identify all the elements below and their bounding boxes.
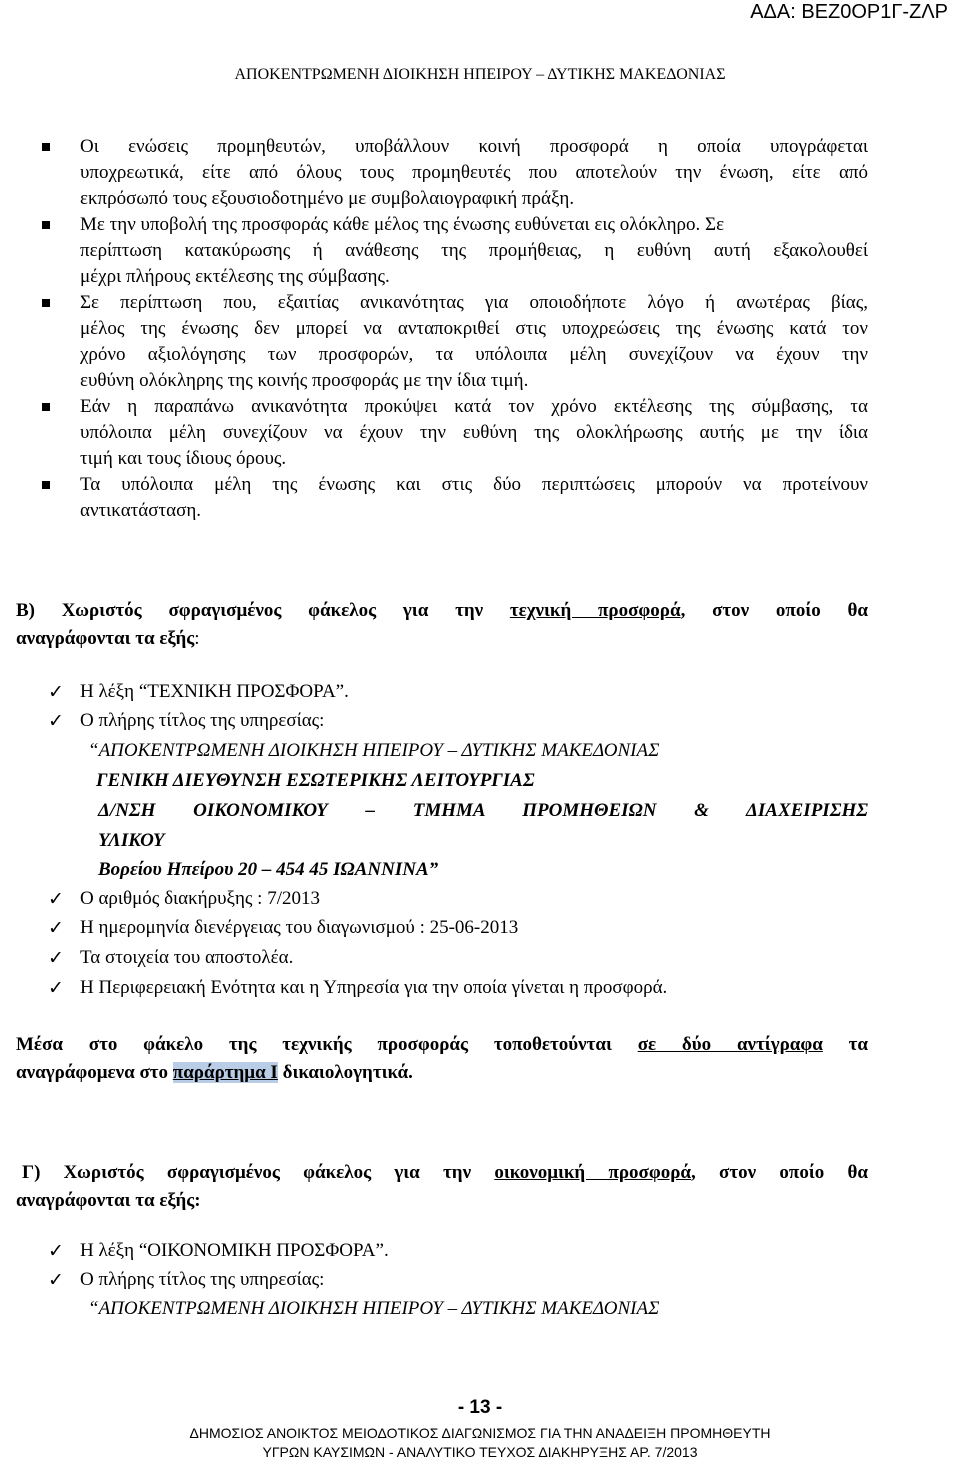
inside-l2-prefix: αναγράφομενα στο [16, 1062, 173, 1083]
bullet-1-line-1: Οι ενώσεις προμηθευτών, υποβάλλουν κοινή προσφορά η οποία υπογράφεται [80, 136, 868, 157]
check-date: Η ημερομηνία διενέργειας του διαγωνισμού : 25-06-2013 [80, 917, 519, 938]
checkmark-icon: ✓ [48, 681, 64, 703]
checkmark-icon: ✓ [48, 710, 64, 732]
checkmark-icon: ✓ [48, 977, 64, 999]
bullet-4-line-1: Εάν η παραπάνω ανικανότητα προκύψει κατά τον χρόνο εκτέλεσης της σύμβασης, τα [80, 396, 868, 417]
check-sender: Τα στοιχεία του αποστολέα. [80, 947, 294, 968]
section-b-heading-line-2 [16, 624, 200, 654]
annex-link[interactable]: παράρτημα Ι [172, 1062, 278, 1083]
section-c-underlined: οικονομική προσφορά [494, 1162, 692, 1183]
square-bullet-icon [42, 299, 50, 307]
bullet-4-line-2: υπόλοιπα μέλη συνεχίζουν να έχουν την ευθύνη της ολοκλήρωσης αυτής με την ίδια [80, 422, 868, 443]
checkmark-icon: ✓ [48, 1269, 64, 1291]
footer-line-1: ΔΗΜΟΣΙΟΣ ΑΝΟΙΚΤΟΣ ΜΕΙΟΔΟΤΙΚΟΣ ΔΙΑΓΩΝΙΣΜΟΣ ΓΙΑ ΤΗΝ ΑΝΑΔΕΙΞΗ ΠΡΟΜΗΘΕΥΤΗ [189, 1425, 771, 1441]
check-word-tech: Η λέξη “ΤΕΧΝΙΚΗ ΠΡΟΣΦΟΡΑ”. [80, 681, 349, 702]
bullet-4-line-3: τιμή και τους ίδιους όρους. [80, 448, 287, 469]
title-line-4: ΥΛΙΚΟΥ [98, 830, 165, 851]
checkmark-icon: ✓ [48, 1240, 64, 1262]
check-title-intro-c: Ο πλήρης τίτλος της υπηρεσίας: [80, 1269, 325, 1290]
square-bullet-icon [42, 221, 50, 229]
inside-l2-suffix: δικαιολογητικά. [277, 1062, 413, 1083]
check-word-economic: Η λέξη “ΟΙΚΟΝΟΜΙΚΗ ΠΡΟΣΦΟΡΑ”. [80, 1240, 389, 1261]
page-number: - 13 - [457, 1397, 503, 1418]
bullet-3-line-3: χρόνο αξιολόγησης των προσφορών, τα υπόλοιπα μέλη συνεχίζουν να έχουν την [80, 344, 868, 365]
bullet-1-line-3: εκπρόσωπό τους εξουσιοδοτημένο με συμβολαιογραφική πράξη. [80, 188, 575, 209]
square-bullet-icon [42, 481, 50, 489]
section-b-suffix: , στον οποίο θα [680, 600, 869, 621]
section-c-heading-line-1 [22, 1158, 868, 1188]
title-line-1-c: “ΑΠΟΚΕΝΤΡΩΜΕΝΗ ΔΙΟΙΚΗΣΗ ΗΠΕΙΡΟΥ – ΔΥΤΙΚΗΣ ΜΑΚΕΔΟΝΙΑΣ [88, 1298, 660, 1319]
page-header: ΑΠΟΚΕΝΤΡΩΜΕΝΗ ΔΙΟΙΚΗΣΗ ΗΠΕΙΡΟΥ – ΔΥΤΙΚΗΣ ΜΑΚΕΔΟΝΙΑΣ [234, 66, 726, 83]
section-b-line2: αναγράφονται τα εξής [16, 628, 195, 649]
section-c-heading-line-2: αναγράφονται τα εξής: [16, 1190, 201, 1211]
check-region: Η Περιφερειακή Ενότητα και η Υπηρεσία για την οποία γίνεται η προσφορά. [80, 977, 668, 998]
footer-line-2: ΥΓΡΩΝ ΚΑΥΣΙΜΩΝ - ΑΝΑΛΥΤΙΚΟ ΤΕΥΧΟΣ ΔΙΑΚΗΡΥΞΗΣ ΑΡ. 7/2013 [262, 1444, 698, 1460]
check-title-intro: Ο πλήρης τίτλος της υπηρεσίας: [80, 710, 325, 731]
title-line-2: ΓΕΝΙΚΗ ΔΙΕΥΘΥΝΣΗ ΕΣΩΤΕΡΙΚΗΣ ΛΕΙΤΟΥΡΓΙΑΣ [96, 770, 535, 791]
square-bullet-icon [42, 403, 50, 411]
bullet-3-line-4: ευθύνη ολόκληρης της κοινής προσφοράς με την ίδια τιμή. [80, 370, 529, 391]
section-b-prefix: Β) Χωριστός σφραγισμένος φάκελος για την [16, 600, 510, 621]
bullet-2-line-2: περίπτωση κατακύρωσης ή ανάθεσης της προμήθειας, η ευθύνη αυτή εξακολουθεί [80, 240, 868, 261]
bullet-1-line-2: υποχρεωτικά, είτε από όλους τους προμηθευτές που αποτελούν την ένωση, είτε από [80, 162, 868, 183]
inside-line-2 [16, 1058, 413, 1088]
title-line-5: Βορείου Ηπείρου 20 – 454 45 ΙΩΑΝΝΙΝΑ” [98, 859, 439, 880]
title-line-1: “ΑΠΟΚΕΝΤΡΩΜΕΝΗ ΔΙΟΙΚΗΣΗ ΗΠΕΙΡΟΥ – ΔΥΤΙΚΗΣ ΜΑΚΕΔΟΝΙΑΣ [88, 740, 660, 761]
section-b-underlined: τεχνική προσφορά [509, 600, 681, 621]
ada-code: ΑΔΑ: ΒΕΖ0ΟΡ1Γ-ΖΛΡ [750, 1, 948, 23]
section-b-line2-colon: : [194, 628, 200, 649]
bullet-5-line-1: Τα υπόλοιπα μέλη της ένωσης και στις δύο περιπτώσεις μπορούν να προτείνουν [80, 474, 868, 495]
inside-suffix: τα [822, 1034, 868, 1055]
square-bullet-icon [42, 143, 50, 151]
check-declaration-number: Ο αριθμός διακήρυξης : 7/2013 [80, 888, 320, 909]
title-line-3: Δ/ΝΣΗ ΟΙΚΟΝΟΜΙΚΟΥ – ΤΜΗΜΑ ΠΡΟΜΗΘΕΙΩΝ & ΔΙΑΧΕΙΡΙΣΗΣ [98, 800, 868, 821]
bullet-3-line-1: Σε περίπτωση που, εξαιτίας ανικανότητας για οποιοδήποτε λόγο ή ανωτέρας βίας, [80, 292, 868, 313]
checkmark-icon: ✓ [48, 947, 64, 969]
inside-underlined: σε δύο αντίγραφα [637, 1034, 823, 1055]
section-c-suffix: , στον οποίο θα [691, 1162, 869, 1183]
section-b-heading-line-1 [16, 596, 868, 626]
bullet-5-line-2: αντικατάσταση. [80, 500, 202, 521]
checkmark-icon: ✓ [48, 888, 64, 910]
section-c-prefix: Γ) Χωριστός σφραγισμένος φάκελος για την [22, 1162, 495, 1183]
bullet-2-line-3: μέχρι πλήρους εκτέλεσης της σύμβασης. [80, 266, 390, 287]
checkmark-icon: ✓ [48, 917, 64, 939]
bullet-2-line-1: Με την υποβολή της προσφοράς κάθε μέλος της ένωσης ευθύνεται εις ολόκληρο. Σε [80, 214, 725, 235]
inside-line-1 [16, 1030, 868, 1060]
bullet-3-line-2: μέλος της ένωσης δεν μπορεί να ανταποκριθεί στις υποχρεώσεις της ένωσης κατά τον [80, 318, 868, 339]
inside-prefix: Μέσα στο φάκελο της τεχνικής προσφοράς τοποθετούνται [16, 1034, 638, 1055]
